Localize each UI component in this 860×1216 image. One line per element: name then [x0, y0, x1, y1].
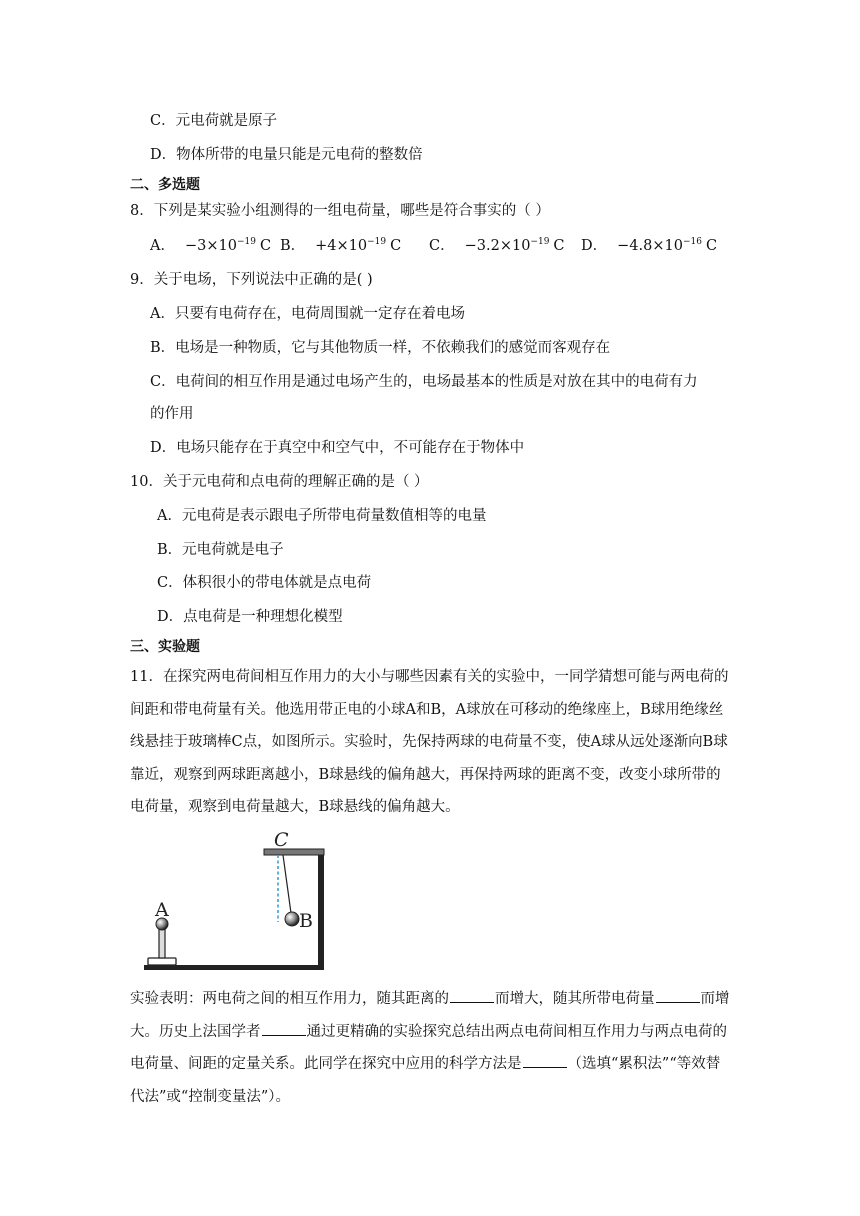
q8-option-c-letter: C．	[429, 238, 455, 254]
q11-blank-3[interactable]	[262, 1021, 306, 1036]
q8-option-d-value: −4.8×10	[617, 238, 683, 254]
experiment-apparatus-figure	[144, 828, 330, 976]
q10-option-d[interactable]: D．点电荷是一种理想化模型	[157, 609, 343, 625]
q10-option-c[interactable]: C．体积很小的带电体就是点电荷	[157, 575, 372, 591]
q11-conclusion-part-1: 实验表明：两电荷之间的相互作用力，随其距离的	[130, 991, 449, 1007]
ball-a-label: A	[155, 899, 169, 921]
q11-conclusion-part-4: 通过更精确的实验探究总结出两点电荷间相互作用力与两点电荷的电荷量、间距的定量关系。此同学在探究中应用的科学方法是	[130, 1023, 727, 1072]
q8-option-d-exponent: −16	[682, 237, 702, 248]
q8-option-b-exponent: −19	[367, 237, 387, 248]
insulating-stand-post	[159, 929, 165, 958]
insulating-thread	[283, 855, 291, 913]
insulating-stand-base	[148, 958, 176, 965]
q8-option-a-unit: C	[259, 238, 272, 254]
point-c-label: C	[274, 829, 289, 851]
q9-option-c[interactable]: C．电荷间的相互作用是通过电场产生的，电场最基本的性质是对放在其中的电荷有力	[150, 374, 698, 390]
q8-option-b-value: +4×10	[315, 238, 368, 254]
q8-option-d-unit: C	[705, 238, 718, 254]
q10-stem: 10．关于元电荷和点电荷的理解正确的是（ ）	[130, 474, 429, 490]
apparatus-upright	[318, 852, 324, 970]
q11-conclusion	[130, 983, 730, 1113]
q10-option-b[interactable]: B．元电荷就是电子	[157, 542, 284, 558]
q11-blank-2[interactable]	[656, 988, 700, 1003]
q8-option-a-exponent: −19	[236, 237, 256, 248]
q8-option-c[interactable]	[429, 236, 565, 256]
glass-rod	[264, 849, 324, 855]
q8-option-c-exponent: −19	[530, 237, 550, 248]
q8-option-a[interactable]	[150, 236, 271, 256]
q11-conclusion-part-3: 而增大。历史上法国学者	[130, 991, 730, 1040]
q10-option-a[interactable]: A．元电荷是表示跟电子所带电荷量数值相等的电量	[157, 508, 487, 524]
q8-option-b-unit: C	[390, 238, 402, 254]
q8-option-a-value: −3×10	[184, 238, 237, 254]
q11-conclusion-part-2: 而增大，随其所带电荷量	[495, 991, 655, 1007]
section-multiple-choice-title: 二、多选题	[130, 177, 200, 193]
ball-b	[285, 912, 299, 926]
q11-blank-1[interactable]	[450, 988, 494, 1003]
apparatus-base	[144, 965, 324, 970]
q9-option-c-continued[interactable]: 的作用	[150, 406, 194, 422]
section-experiment-title: 三、实验题	[130, 639, 200, 655]
q11-blank-4[interactable]	[523, 1053, 567, 1068]
q8-option-c-value: −3.2×10	[464, 238, 531, 254]
q8-option-b[interactable]	[280, 236, 401, 256]
q9-option-b[interactable]: B．电场是一种物质，它与其他物质一样，不依赖我们的感觉而客观存在	[150, 340, 611, 356]
q8-option-b-letter: B．	[280, 238, 306, 254]
q9-stem: 9．关于电场，下列说法中正确的是( )	[130, 272, 373, 288]
q9-option-a[interactable]: A．只要有电荷存在，电荷周围就一定存在着电场	[150, 306, 465, 322]
q8-stem: 8．下列是某实验小组测得的一组电荷量，哪些是符合事实的（ ）	[130, 203, 550, 219]
q11-conclusion-part-5: （选填“累积法”“等效替代法”或“控制变量法”）。	[130, 1056, 721, 1105]
q7-option-d[interactable]: D．物体所带的电量只能是元电荷的整数倍	[150, 147, 423, 163]
q8-option-d[interactable]	[581, 236, 717, 256]
q7-option-c[interactable]: C．元电荷就是原子	[150, 113, 278, 129]
q11-stem: 11．在探究两电荷间相互作用力的大小与哪些因素有关的实验中，一同学猜想可能与两电荷的间距和带电荷量有关。他选用带正电的小球A和B，A球放在可移动的绝缘座上，B球用绝缘丝线悬挂于玻璃棒C点，如图所示。实验时，先保持两球的电荷量不变，使A球从远处逐渐向B球靠近，观察到两球距离越小，B球悬线的偏角越大，再保持两球的距离不变，改变小球所带的电荷量，观察到电荷量越大，B球悬线的偏角越大。	[130, 669, 729, 815]
ball-b-label: B	[299, 910, 313, 932]
q9-option-d[interactable]: D．电场只能存在于真空中和空气中，不可能存在于物体中	[150, 440, 525, 456]
q8-option-c-unit: C	[553, 238, 565, 254]
q8-option-a-letter: A．	[150, 238, 175, 254]
q8-option-d-letter: D．	[581, 238, 608, 254]
